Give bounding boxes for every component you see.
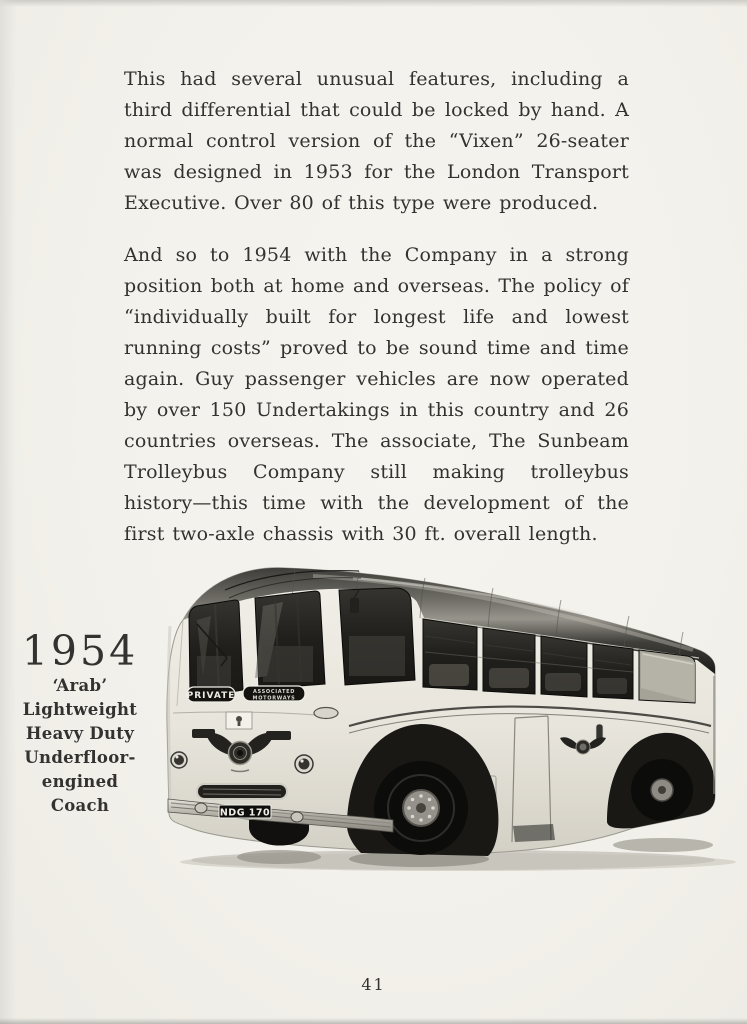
caption-line-coach: Coach	[50, 796, 110, 815]
operator-sign	[243, 686, 305, 702]
caption-line-heavy-duty: Heavy Duty	[25, 724, 135, 743]
headlight-right	[295, 755, 313, 773]
registration-plate-text: NDG 170	[219, 807, 271, 819]
scan-edge-bottom	[0, 1018, 747, 1024]
headlight-left	[171, 752, 187, 768]
operator-sign-line1: ASSOCIATED	[252, 689, 296, 695]
maker-plate	[226, 712, 252, 729]
body-text	[124, 64, 629, 571]
paragraph-2: And so to 1954 with the Company in a strong position both at home and overseas. The policy of “individually built for longest life and lowest running costs” proved to be sound time and time again. Guy passenger vehicles are now operated by over 150 Undertakings in this country and 26 countries overseas. The associate, The Sunbeam Trolleybus Company still making trolleybus history—this time with the development of the first two-axle chassis with 30 ft. overall length.	[124, 244, 629, 545]
operator-sign-line2: MOTORWAYS	[252, 695, 296, 702]
photo-caption	[0, 628, 160, 818]
paragraph-1: This had several unusual features, including a third differential that could be locked by hand. A normal control version of the “Vixen” 26-seater was designed in 1953 for the London Transport Executive. Over 80 of this type were produced.	[124, 68, 629, 214]
caption-line-engine: Underfloor-engined	[24, 748, 136, 791]
caption-year: 1954	[21, 627, 139, 675]
front-grille	[197, 784, 287, 799]
caption-line-lightweight: Lightweight	[22, 700, 138, 719]
destination-sign	[187, 687, 236, 702]
destination-sign-text: PRIVATE	[186, 691, 236, 701]
side-indicator-lamp	[314, 708, 338, 719]
registration-plate	[219, 805, 271, 819]
scan-edge-top	[0, 0, 747, 7]
page-number: 41	[361, 975, 386, 994]
caption-line-model: ‘Arab’	[52, 676, 108, 695]
front-wheel	[374, 761, 468, 855]
scan-edge-left	[0, 0, 16, 1024]
coach-photo	[163, 556, 745, 886]
rear-wheel	[631, 759, 693, 821]
